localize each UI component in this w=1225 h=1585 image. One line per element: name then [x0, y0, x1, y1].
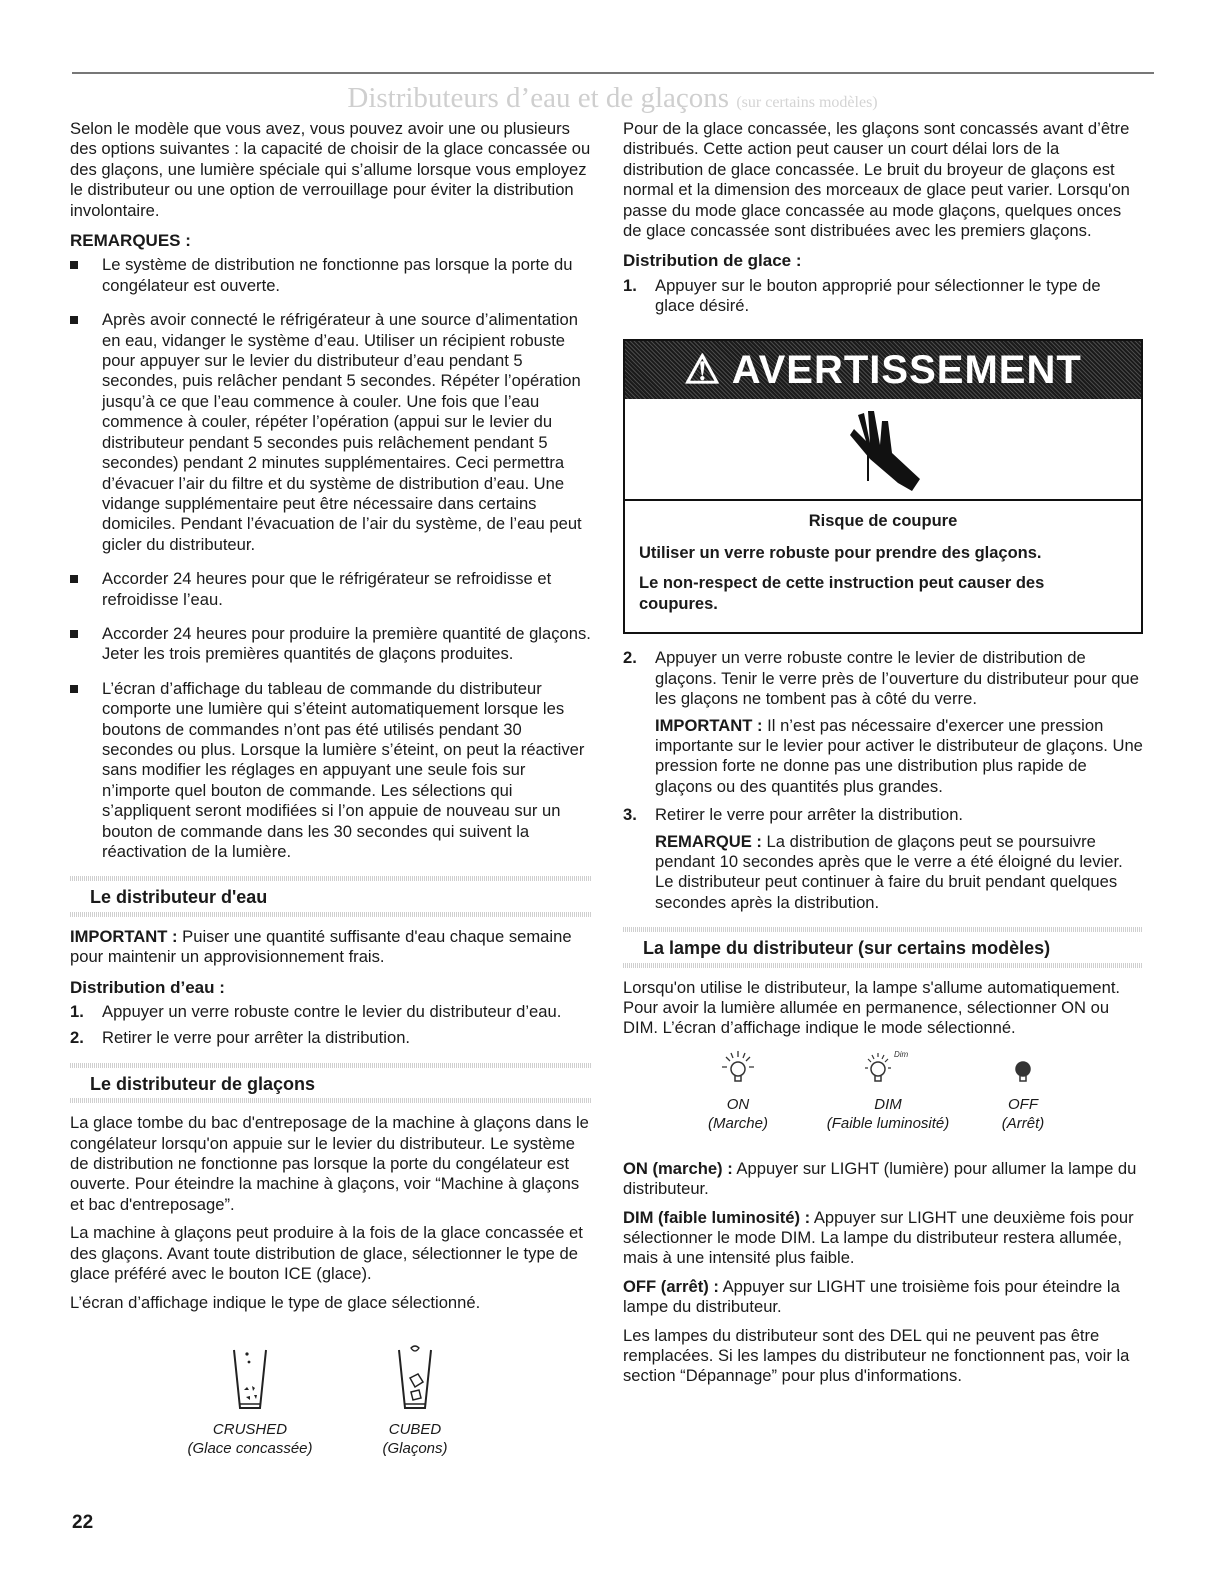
- list-item: [70, 624, 592, 665]
- lamp-dim-paragraph: [623, 1208, 1143, 1269]
- warning-line-2: Le non-respect de cette instruction peut causer des coupures.: [639, 574, 1045, 613]
- bullet-icon: [70, 685, 78, 693]
- lamp-paragraph: Lorsqu'on utilise le distributeur, la lampe s'allume automatiquement. Pour avoir la lumière allumée en permanence, sélectionner ON ou DIM. L’écran d’affichage indique le mode sélectionné.: [623, 977, 1121, 1038]
- note-label: IMPORTANT :: [70, 926, 178, 946]
- list-item: [70, 255, 592, 296]
- bulb-dim-icon: [858, 1047, 918, 1087]
- lamp-on-label: ON: [726, 1095, 750, 1113]
- crushed-figure: [170, 1342, 330, 1458]
- cubed-label: CUBED: [388, 1421, 442, 1438]
- lamp-on-figure: [663, 1047, 813, 1133]
- crushed-ice-glass-icon: [230, 1342, 270, 1412]
- step-text: Appuyer un verre robuste contre le levier de distribution de glaçons. Tenir le verre près de l’ouverture du distributeur pour que les glaçons ne tombent pas à côté du verre.: [655, 648, 1139, 709]
- lamp-off-label: OFF: [1008, 1095, 1038, 1113]
- page-title-subtitle: (sur certains modèles): [736, 94, 878, 111]
- right-column: [623, 119, 1143, 1395]
- step-text: Retirer le verre pour arrêter la distribution.: [102, 1028, 411, 1048]
- list-item-text: L’écran d’affichage du tableau de commande du distributeur comporte une lumière qui s’éteint automatiquement lorsque les boutons de commandes n’ont pas été utilisés pendant 30 secondes ou plus. Lorsque la lumière s’éteint, on peut la réactiver sans modifier les réglages en appuyant une seule fois sur n’importe quel bouton de commande. Les sélections qui s’appliquent seront modifiées si l’on appuie de nouveau sur un bouton de commande dans les 30 secondes qui suivent la réactivation de la lumière.: [102, 678, 585, 861]
- note-text: Puiser une quantité suffisante d'eau chaque semaine pour maintenir un approvisionnement frais.: [70, 926, 572, 967]
- ice-type-figures: [170, 1342, 490, 1472]
- note-text: Appuyer sur LIGHT une troisième fois pour éteindre la lampe du distributeur.: [623, 1276, 1120, 1317]
- step-text: Retirer le verre pour arrêter la distribution.: [655, 805, 964, 825]
- crushed-label: CRUSHED: [212, 1421, 288, 1438]
- remarques-list: [70, 255, 592, 862]
- band-divider: [70, 912, 592, 917]
- warning-header: [625, 341, 1141, 399]
- step-number: 1.: [70, 1002, 84, 1022]
- note-text: La distribution de glaçons peut se poursuivre pendant 10 secondes après que le verre a été éloigné du levier. Le distributeur peut continuer à faire du bruit pendant quelques secondes après la distribution.: [655, 831, 1123, 912]
- water-steps: [70, 1002, 592, 1049]
- ice-paragraph-2: La machine à glaçons peut produire à la fois de la glace concassée et des glaçons. Avant toute distribution de glace, sélectionner le type de glace préféré avec le bouton ICE (glace).: [70, 1223, 583, 1284]
- list-item: [70, 679, 592, 863]
- bulb-off-icon: [1003, 1047, 1043, 1087]
- ice-dispenser-section-header: [70, 1063, 592, 1103]
- section-title: La lampe du distributeur (sur certains modèles): [643, 938, 1051, 959]
- step-item: [70, 1028, 592, 1048]
- list-item-text: Après avoir connecté le réfrigérateur à une source d’alimentation en eau, vidanger le système d’eau. Utiliser un récipient robuste pour appuyer sur le levier du distributeur d’eau pendant 5 secondes, puis relâcher pendant 5 secondes. Répéter l’opération jusqu’à ce que l’eau commence à couler. Une fois que l’eau commence à couler, répéter l’opération (appui sur le levier du distributeur pendant 5 secondes puis relâchement pendant 5 secondes) pendant 2 minutes supplémentaires. Ceci permettra d’évacuer l’air du filtre et du système de distribution d’eau. Une vidange supplémentaire peut être nécessaire dans certains domiciles. Pendant l’évacuation de l’air du système, de l’eau peut gicler du distributeur.: [102, 310, 582, 554]
- step-item: [623, 648, 1143, 797]
- cubed-figure: [340, 1342, 490, 1458]
- list-item: [70, 569, 592, 610]
- lamp-on-paragraph: [623, 1159, 1143, 1200]
- left-column: [70, 119, 592, 1321]
- water-dispenser-section-header: [70, 876, 592, 916]
- warning-line-1: Utiliser un verre robuste pour prendre des glaçons.: [639, 544, 1042, 563]
- warning-icon-area: [625, 399, 1141, 501]
- crushed-paragraph: Pour de la glace concassée, les glaçons sont concassés avant d’être distribués. Cette action peut causer un court délai lors de la distribution de glace concassée. Le bruit du broyeur de glaçons est normal et la dimension des morceaux de glace peut varier. Lorsqu'on passe du mode glace concassée au mode glaçons, quelques onces de glace concassée sont distribuées avec les premiers glaçons.: [623, 119, 1130, 241]
- note-label: REMARQUE :: [655, 831, 762, 851]
- list-item-text: Le système de distribution ne fonctionne pas lorsque la porte du congélateur est ouverte.: [102, 255, 573, 295]
- note-text: Appuyer sur LIGHT une deuxième fois pour sélectionner le mode DIM. La lampe du distributeur restera allumée, mais à une intensité plus faible.: [623, 1207, 1134, 1268]
- ice-paragraph-1: La glace tombe du bac d'entreposage de la machine à glaçons dans le congélateur lorsqu'on appuie sur le levier du distributeur. Le système de distribution ne fonctionne pas lorsque la porte du congélateur est ouverte. Pour éteindre la machine à glaçons, voir “Machine à glaçons et bac d'entreposage”.: [70, 1113, 589, 1214]
- list-item-text: Accorder 24 heures pour produire la première quantité de glaçons. Jeter les trois premières quantités de glaçons produites.: [102, 623, 591, 664]
- lamp-on-sublabel: (Marche): [707, 1114, 768, 1132]
- ice-paragraph-3: L’écran d’affichage indique le type de glace sélectionné.: [70, 1292, 481, 1312]
- crushed-sublabel: (Glace concassée): [187, 1440, 313, 1457]
- water-important-note: [70, 927, 592, 968]
- note-label: OFF (arrêt) :: [623, 1276, 719, 1296]
- step-text: Appuyer sur le bouton approprié pour sélectionner le type de glace désiré.: [655, 275, 1101, 316]
- lamp-off-figure: [968, 1047, 1078, 1133]
- bullet-icon: [70, 261, 78, 269]
- lamp-dim-figure: [808, 1047, 968, 1133]
- list-item-text: Accorder 24 heures pour que le réfrigérateur se refroidisse et refroidisse l’eau.: [102, 569, 552, 609]
- step-item: [70, 1002, 592, 1022]
- note-label: DIM (faible luminosité) :: [623, 1207, 811, 1227]
- ice-steps-1: [623, 276, 1143, 317]
- section-title: Le distributeur de glaçons: [90, 1073, 316, 1094]
- step-text: Appuyer un verre robuste contre le levier du distributeur d’eau.: [102, 1002, 562, 1022]
- step-number: 3.: [623, 805, 637, 825]
- lamp-off-paragraph: [623, 1277, 1143, 1318]
- bullet-icon: [70, 316, 78, 324]
- step-note: [655, 832, 1143, 914]
- bullet-icon: [70, 575, 78, 583]
- ice-dist-heading: Distribution de glace :: [623, 251, 802, 271]
- bulb-on-icon: [718, 1047, 758, 1087]
- warning-risk: Risque de coupure: [808, 511, 958, 530]
- note-label: IMPORTANT :: [655, 715, 763, 735]
- warning-triangle-icon: ⚠: [684, 347, 722, 392]
- page-title-main: Distributeurs d’eau et de glaçons: [347, 82, 730, 114]
- warning-title: AVERTISSEMENT: [731, 347, 1082, 392]
- lamp-dim-sublabel: (Faible luminosité): [826, 1114, 950, 1132]
- lamp-dim-label: DIM: [874, 1095, 902, 1113]
- cut-hand-icon: [840, 401, 930, 497]
- step-item: [623, 276, 1143, 317]
- band-divider: [623, 963, 1143, 968]
- step-note: [655, 716, 1143, 798]
- cubed-ice-glass-icon: [395, 1342, 435, 1412]
- remarques-heading: REMARQUES :: [70, 231, 191, 251]
- dim-icon-text: Dim: [894, 1049, 909, 1059]
- step-number: 2.: [623, 648, 637, 668]
- step-number: 2.: [70, 1028, 84, 1048]
- warning-box: [623, 339, 1143, 635]
- note-label: ON (marche) :: [623, 1158, 733, 1178]
- list-item: [70, 310, 592, 555]
- lamp-section-header: [623, 927, 1143, 967]
- section-title: Le distributeur d'eau: [90, 887, 268, 908]
- ice-steps-2: [623, 648, 1143, 913]
- note-text: Il n’est pas nécessaire d'exercer une pression importante sur le levier pour activer le distributeur de glaçons. Une pression forte ne donne pas une distribution plus rapide de glaçons ou des quantités plus grandes.: [655, 715, 1143, 796]
- lamp-off-sublabel: (Arrêt): [1001, 1114, 1045, 1132]
- page-title: [0, 82, 1225, 115]
- step-number: 1.: [623, 275, 637, 295]
- cubed-sublabel: (Glaçons): [382, 1440, 448, 1457]
- band-divider: [70, 1098, 592, 1103]
- water-dist-heading: Distribution d’eau :: [70, 977, 225, 997]
- step-item: [623, 805, 1143, 913]
- intro-paragraph: Selon le modèle que vous avez, vous pouvez avoir une ou plusieurs des options suivantes : la capacité de choisir de la glace concassée ou des glaçons, une lumière spéciale qui s’allume lorsque vous employez le distributeur ou une option de verrouillage pour éviter la distribution involontaire.: [70, 119, 591, 220]
- note-text: Appuyer sur LIGHT (lumière) pour allumer la lampe du distributeur.: [623, 1158, 1137, 1199]
- top-rule: [72, 72, 1154, 74]
- warning-body: [625, 501, 1141, 633]
- page-number: 22: [72, 1512, 94, 1533]
- bullet-icon: [70, 630, 78, 638]
- lamp-led-paragraph: Les lampes du distributeur sont des DEL qui ne peuvent pas être remplacées. Si les lampes du distributeur ne fonctionnent pas, voir la section “Dépannage” pour plus d'informations.: [623, 1325, 1130, 1386]
- lamp-mode-figures: [623, 1047, 1143, 1147]
